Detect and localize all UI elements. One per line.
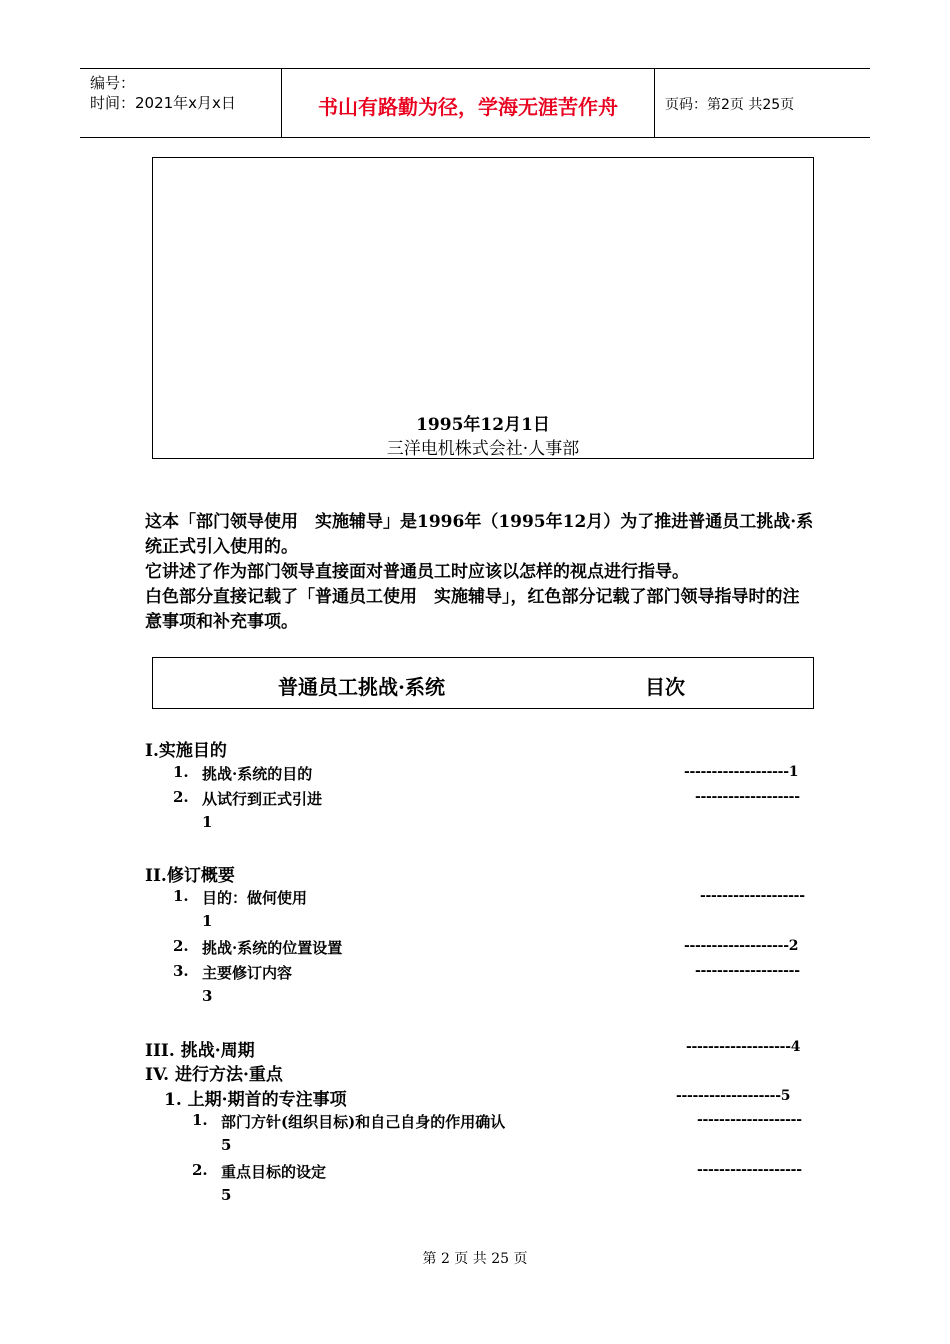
toc-item-leader: -------------------5: [676, 1088, 791, 1104]
toc-item-text: 挑战·系统的目的: [202, 765, 313, 783]
cover-company: 三洋电机株式会社·人事部: [386, 439, 580, 459]
toc-item-leader: -------------------: [695, 963, 800, 979]
toc-item-leader: -------------------1: [684, 764, 799, 780]
toc-item-page: 1: [202, 912, 213, 930]
toc-item-number: 3.: [173, 962, 189, 980]
toc-item-text: 挑战·系统的位置设置: [202, 939, 343, 957]
toc-item-leader: -------------------: [700, 888, 805, 904]
toc-section-heading: II.修订概要: [145, 866, 235, 886]
number-label: 编号：: [90, 74, 136, 92]
cover-date: 1995年12月1日: [416, 415, 550, 435]
header-motto: 书山有路勤为径，学海无涯苦作舟: [318, 95, 618, 119]
toc-item-page: 1: [202, 813, 213, 831]
toc-item-text: 重点目标的设定: [221, 1163, 327, 1181]
time-label: 时间：2021年x月x日: [90, 94, 236, 112]
toc-item-number: 1.: [192, 1111, 208, 1129]
intro-line: 它讲述了作为部门领导直接面对普通员工时应该以怎样的视点进行指导。: [145, 562, 689, 582]
toc-item-page: 5: [221, 1136, 232, 1154]
toc-item-leader: -------------------: [695, 789, 800, 805]
toc-item-number: 1.: [173, 763, 189, 781]
toc-item-leader: -------------------: [697, 1112, 802, 1128]
header-meta: [90, 73, 236, 113]
cover-box: [152, 157, 814, 459]
toc-item-number: 2.: [173, 788, 189, 806]
toc-section-heading: III. 挑战·周期: [145, 1041, 255, 1061]
header-divider: [654, 69, 655, 137]
intro-line: 这本「部门领导使用 实施辅导」是1996年（1995年12月）为了推进普通员工挑战·系统正式引入使用的。: [145, 512, 814, 557]
toc-subsection-heading: 1. 上期·期首的专注事项: [164, 1090, 347, 1110]
toc-title-box: [152, 657, 814, 709]
intro-line: 白色部分直接记载了「普通员工使用 实施辅导」，红色部分记载了部门领导指导时的注意事项和补充事项。: [145, 587, 800, 632]
toc-item-text: 部门方针(组织目标)和自己自身的作用确认: [221, 1113, 506, 1131]
toc-item-text: 目的：做何使用: [202, 889, 308, 907]
toc-label: 目次: [645, 675, 685, 699]
toc-item-leader: -------------------2: [684, 938, 799, 954]
intro-paragraph: [145, 510, 815, 635]
toc-item-number: 1.: [173, 887, 189, 905]
toc-section-heading: I.实施目的: [145, 741, 227, 761]
toc-item-leader: -------------------: [697, 1162, 802, 1178]
page-indicator: 页码：第2页 共25页: [665, 97, 795, 113]
toc-item-text: 从试行到正式引进: [202, 790, 323, 808]
toc-item-leader: -------------------4: [686, 1039, 801, 1055]
toc-item-number: 2.: [192, 1161, 208, 1179]
toc-item-number: 2.: [173, 937, 189, 955]
page-header: [80, 68, 870, 138]
toc-item-page: 5: [221, 1186, 232, 1204]
toc-title: 普通员工挑战·系统: [278, 675, 445, 699]
page-footer: 第 2 页 共 25 页: [422, 1251, 528, 1267]
toc-item-text: 主要修订内容: [202, 964, 293, 982]
toc-item-page: 3: [202, 987, 213, 1005]
toc-section-heading: IV. 进行方法·重点: [145, 1065, 283, 1085]
